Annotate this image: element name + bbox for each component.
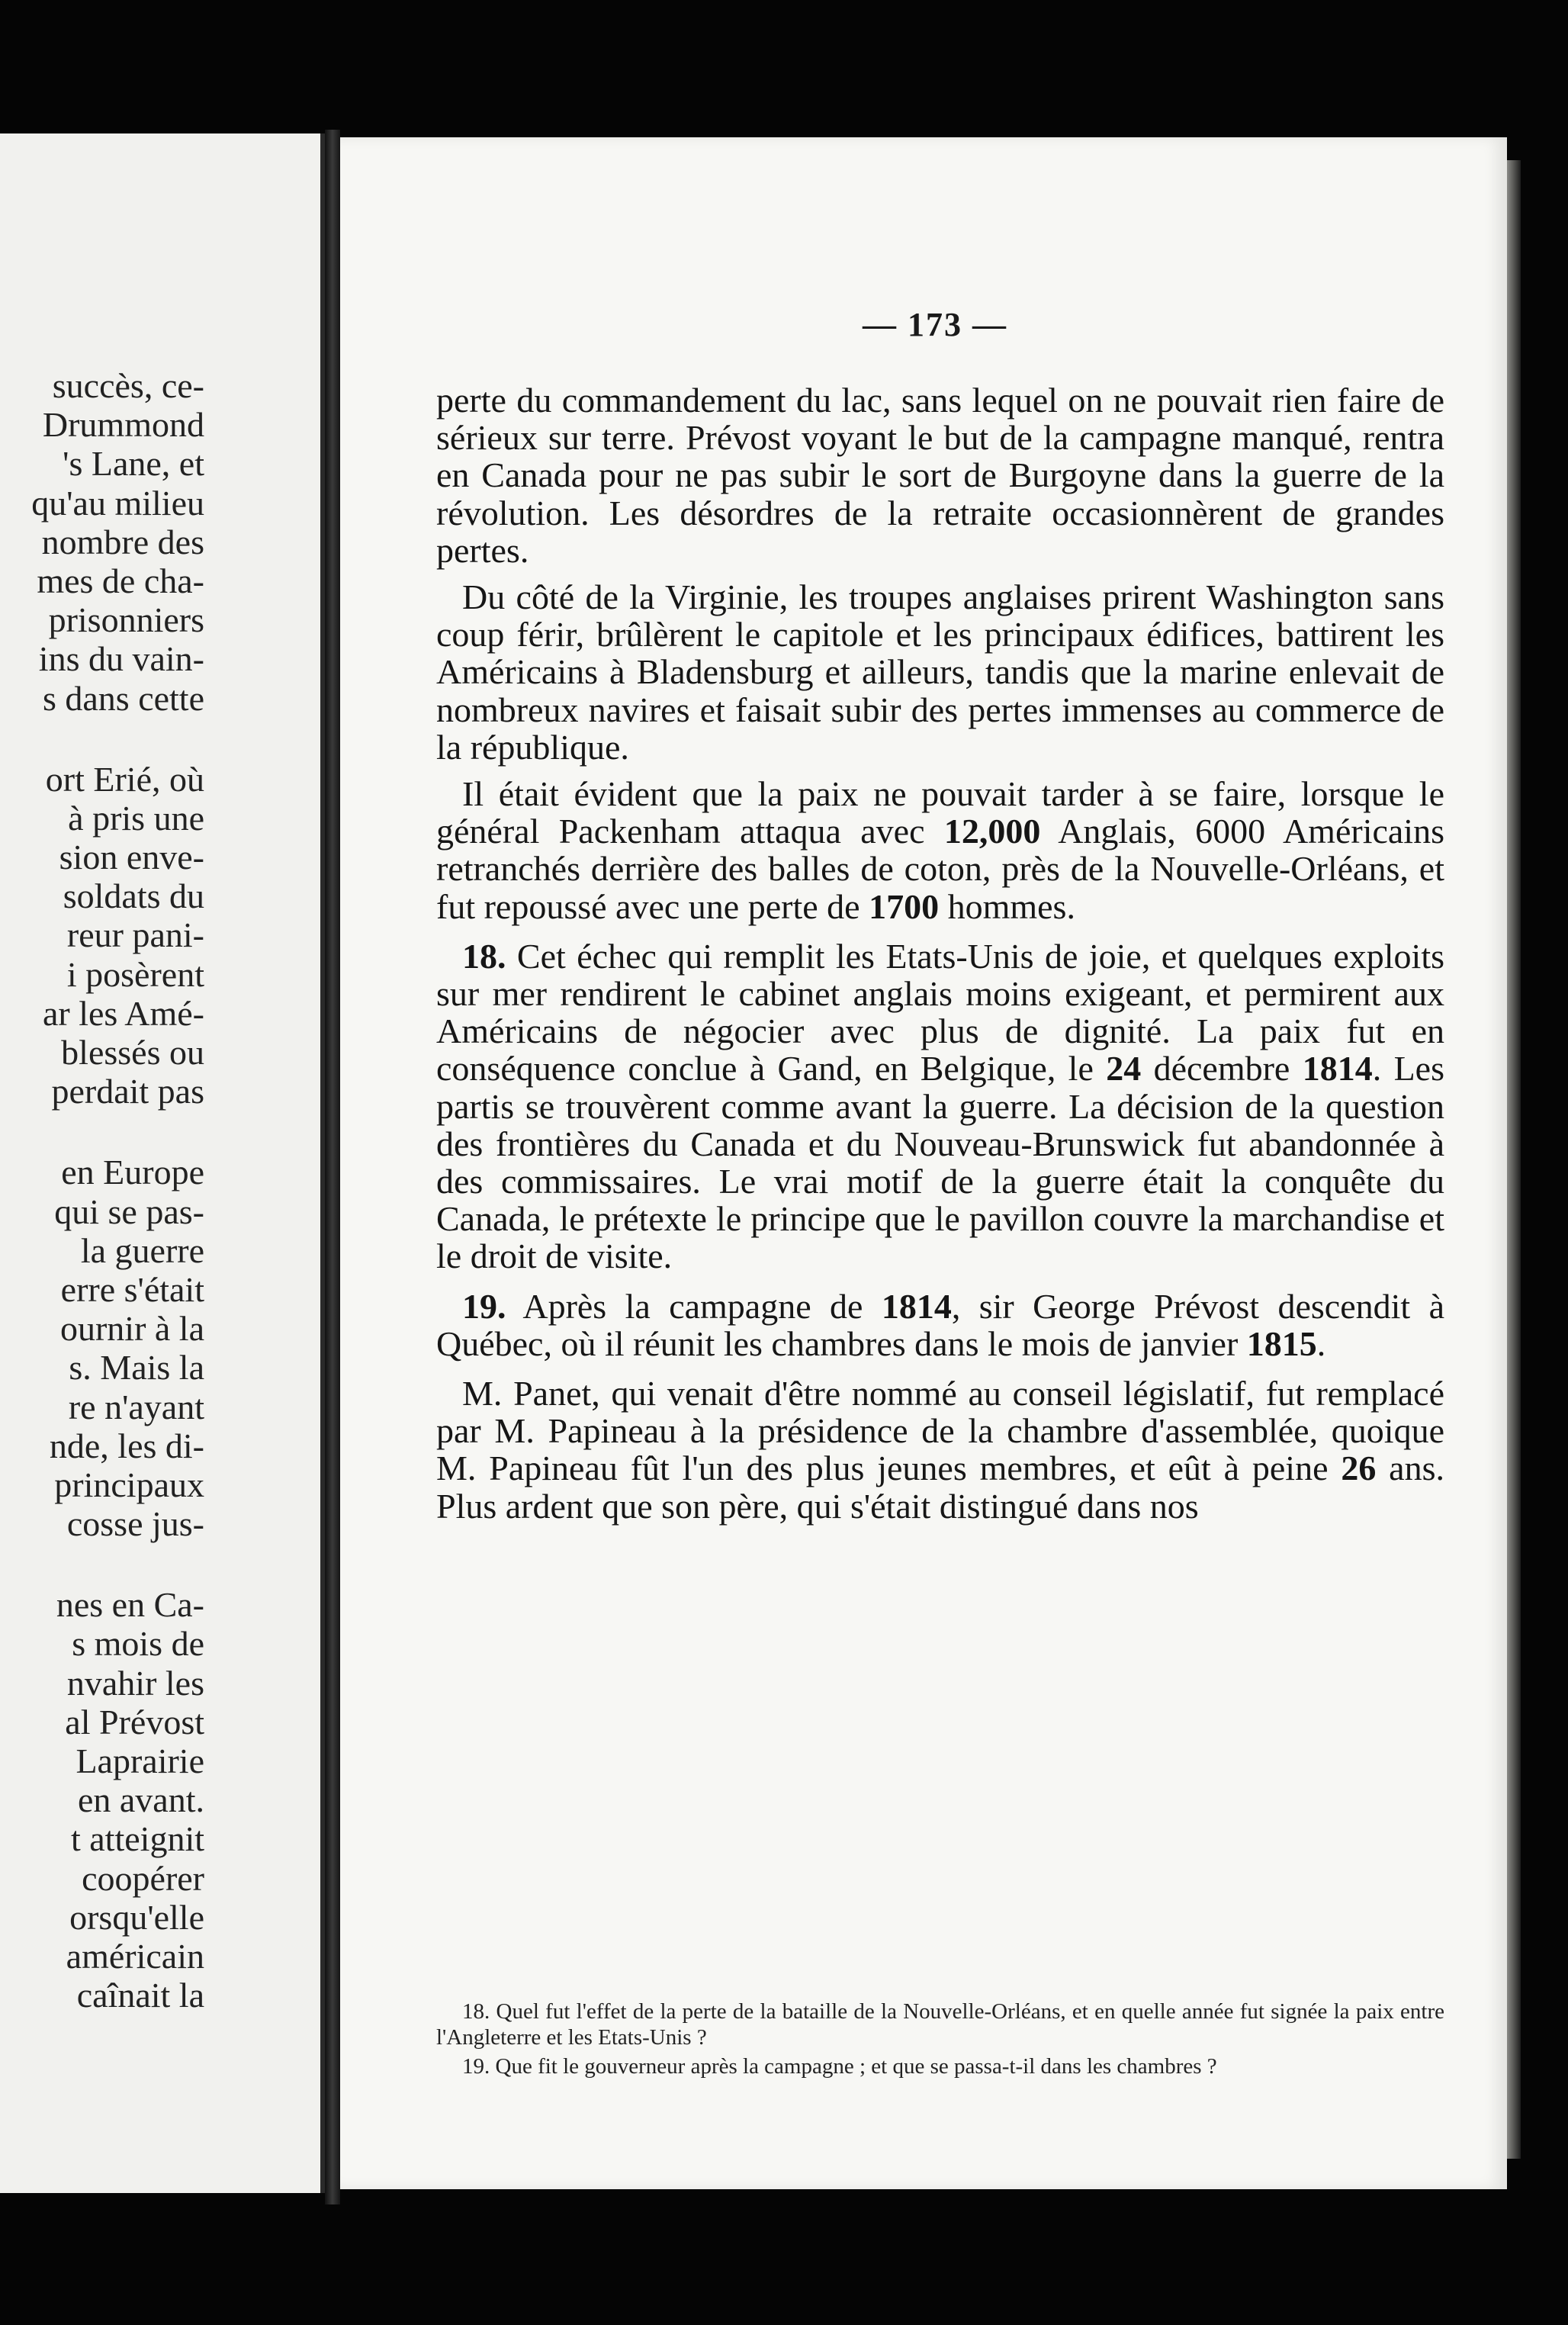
- previous-page-line: Laprairie: [76, 1741, 204, 1780]
- text-run: Cet échec qui remplit les Etats-Unis de joie, et quelques exploits sur mer rendirent le cabinet anglais moins exigeant, et permirent aux Américains de négocier avec plus de dignité. La paix fut en conséquence conclue à Gand, en Belgique, le: [436, 936, 1444, 1089]
- previous-page-line: en avant.: [77, 1780, 204, 1820]
- text-run: , sir George Prévost descendit à Québec, où il réunit les chambres dans le mois de janvier: [436, 1286, 1444, 1363]
- previous-page-line: i posèrent: [66, 954, 204, 994]
- previous-page-line: reur pani-: [66, 915, 204, 955]
- previous-page-line: en Europe: [61, 1153, 204, 1192]
- bold-number: 1815: [1246, 1323, 1317, 1363]
- text-run: Après la campagne de: [506, 1286, 882, 1326]
- previous-page-line: coopérer: [82, 1858, 204, 1898]
- paragraph-continuation: perte du commandement du lac, sans lequel on ne pouvait rien faire de sérieux sur terre. Prévost voyant le but de la campagne manqué, rentra en Canada pour ne pas subir le sort de Burgoyne dans la guerre de la révolution. Les désordres de la retraite occasionnèrent de grandes pertes.: [436, 381, 1444, 570]
- previous-page-line: s dans cette: [42, 678, 204, 718]
- previous-page-line: erre s'était: [60, 1269, 204, 1309]
- previous-page-line: ar les Amé-: [42, 993, 204, 1033]
- footnote-19: 19. Que fit le gouverneur après la campagne ; et que se passa-t-il dans les chambres ?: [462, 2054, 1217, 2079]
- previous-page-line: Drummond: [42, 405, 204, 445]
- text-run: décembre: [1141, 1049, 1303, 1089]
- previous-page-line: sion enve-: [59, 838, 204, 877]
- previous-page-line: nombre des: [41, 522, 204, 561]
- previous-page-line: orsqu'elle: [69, 1897, 204, 1937]
- footnote-18: 18. Quel fut l'effet de la perte de la bataille de la Nouvelle-Orléans, et en quelle année fut signée la paix entre l'Angleterre et les Etats-Unis ?: [436, 1999, 1444, 2050]
- section-number: 19.: [462, 1286, 506, 1326]
- text-run: Il était évident que la paix ne pouvait tarder à se faire, lorsque le général Packenham attaqua avec: [436, 774, 1444, 851]
- previous-page-line: cosse jus-: [66, 1504, 204, 1544]
- previous-page-line: t atteignit: [70, 1819, 204, 1859]
- text-run: ans. Plus ardent que son père, qui s'était distingué dans nos: [436, 1449, 1444, 1526]
- previous-page-line: blessés ou: [61, 1033, 204, 1072]
- previous-page-line: succès, ce-: [52, 366, 204, 405]
- previous-page-line: re n'ayant: [68, 1387, 204, 1426]
- previous-page-text: [0, 366, 204, 2015]
- previous-page-line: ournir à la: [59, 1309, 204, 1349]
- previous-page-line: qui se pas-: [54, 1191, 204, 1231]
- previous-page-line: à pris une: [68, 798, 204, 838]
- paragraph-virginia: Du côté de la Virginie, les troupes anglaises prirent Washington sans coup férir, brûlèrent le capitole et les principaux édifices, battirent les Américains à Bladensburg et ailleurs, tandis que la marine enlevait de nombreux navires et faisait subir des pertes immenses au commerce de la république.: [436, 577, 1444, 767]
- previous-page-line: al Prévost: [65, 1702, 204, 1741]
- bold-number: 26: [1341, 1449, 1377, 1488]
- page-body: [436, 381, 1444, 1534]
- previous-page-line: soldats du: [63, 876, 204, 916]
- previous-page-line: prisonniers: [48, 600, 204, 640]
- bold-number: 1814: [881, 1286, 952, 1326]
- page-number: — 173 —: [863, 306, 1007, 343]
- previous-page-line: nvahir les: [66, 1663, 204, 1703]
- previous-page-line: nes en Ca-: [56, 1585, 204, 1625]
- previous-page-line: nde, les di-: [49, 1426, 204, 1465]
- previous-page-line: ins du vain-: [38, 639, 204, 679]
- previous-page-line: [0, 1111, 204, 1153]
- bold-number: 1700: [869, 886, 940, 926]
- bold-number: 12,000: [943, 812, 1041, 851]
- previous-page-line: qu'au milieu: [31, 483, 204, 523]
- previous-page-line: [0, 718, 204, 760]
- text-run: . Les partis se trouvèrent comme avant la guerre. La décision de la question des frontières du Canada et du Nouveau-Brunswick fut abandonnée à des commissaires. Le vrai motif de la guerre était la conquête du Canada, le prétexte le principe que le pavillon couvre la marchandise et le droit de visite.: [436, 1049, 1444, 1276]
- section-number: 18.: [462, 936, 506, 976]
- page-stack-edge: [1507, 160, 1521, 2159]
- paragraph-18: [436, 937, 1444, 1275]
- text-run: Anglais, 6000 Américains retranchés derrière des balles de coton, près de la Nouvelle-Orléans, et fut repoussé avec une perte de: [436, 812, 1444, 926]
- book-gutter: [325, 130, 340, 2204]
- bold-number: 1814: [1302, 1049, 1373, 1089]
- previous-page-line: ort Erié, où: [45, 759, 204, 799]
- previous-page-line: perdait pas: [51, 1072, 204, 1111]
- text-run: M. Panet, qui venait d'être nommé au conseil législatif, fut remplacé par M. Papineau à la présidence de la chambre d'assemblée, quoique M. Papineau fût l'un des plus jeunes membres, et eût à peine: [436, 1374, 1444, 1488]
- previous-page-line: caînait la: [76, 1976, 204, 2015]
- paragraph-new-orleans: [436, 775, 1444, 925]
- previous-page-line: s. Mais la: [69, 1348, 204, 1388]
- previous-page-fragment: [0, 133, 325, 2193]
- bold-number: 24: [1106, 1049, 1142, 1089]
- previous-page-line: américain: [66, 1936, 204, 1976]
- book-page: [340, 137, 1507, 2189]
- previous-page-line: 's Lane, et: [63, 444, 204, 484]
- previous-page-line: mes de cha-: [37, 561, 204, 600]
- previous-page-line: la guerre: [80, 1230, 204, 1270]
- text-run: .: [1316, 1323, 1326, 1363]
- previous-page-line: principaux: [54, 1465, 204, 1504]
- footnotes: [436, 1999, 1444, 2082]
- paragraph-panet: [436, 1375, 1444, 1525]
- previous-page-line: [0, 1543, 204, 1585]
- previous-page-line: s mois de: [72, 1624, 204, 1664]
- paragraph-19: [436, 1288, 1444, 1362]
- text-run: hommes.: [939, 886, 1075, 926]
